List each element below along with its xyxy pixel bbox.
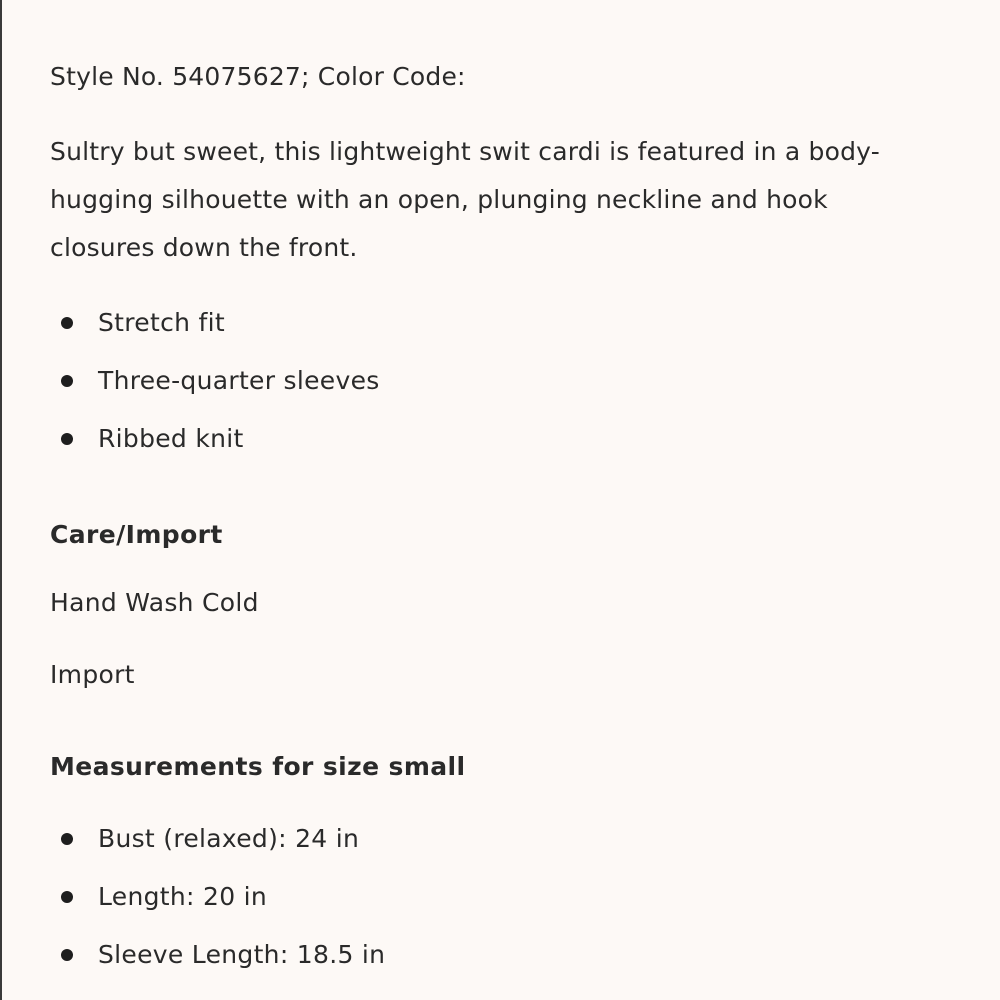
bullet-icon (61, 317, 73, 329)
measurement-label: Length: 20 in (98, 882, 268, 911)
measurement-item (50, 880, 930, 938)
care-instruction: Hand Wash Cold (50, 588, 259, 617)
style-number-line: Style No. 54075627; Color Code: (50, 62, 466, 91)
feature-list (50, 306, 930, 480)
measurement-list (50, 822, 930, 996)
product-description: Sultry but sweet, this lightweight swit cardi is featured in a body-hugging silhouette with an open, plunging neckline and hook closures down the front. (50, 137, 880, 262)
bullet-icon (61, 949, 73, 961)
bullet-icon (61, 375, 73, 387)
measurement-item (50, 822, 930, 880)
import-note: Import (50, 660, 135, 689)
bullet-icon (61, 433, 73, 445)
left-border (0, 0, 2, 1000)
bullet-icon (61, 891, 73, 903)
bullet-icon (61, 833, 73, 845)
measurement-label: Sleeve Length: 18.5 in (98, 940, 386, 969)
care-import-heading: Care/Import (50, 520, 223, 549)
feature-label: Three-quarter sleeves (98, 366, 380, 395)
feature-item (50, 306, 930, 364)
feature-label: Stretch fit (98, 308, 225, 337)
measurements-heading: Measurements for size small (50, 752, 466, 781)
measurement-label: Bust (relaxed): 24 in (98, 824, 360, 853)
feature-item (50, 422, 930, 480)
feature-label: Ribbed knit (98, 424, 244, 453)
feature-item (50, 364, 930, 422)
measurement-item (50, 938, 930, 996)
